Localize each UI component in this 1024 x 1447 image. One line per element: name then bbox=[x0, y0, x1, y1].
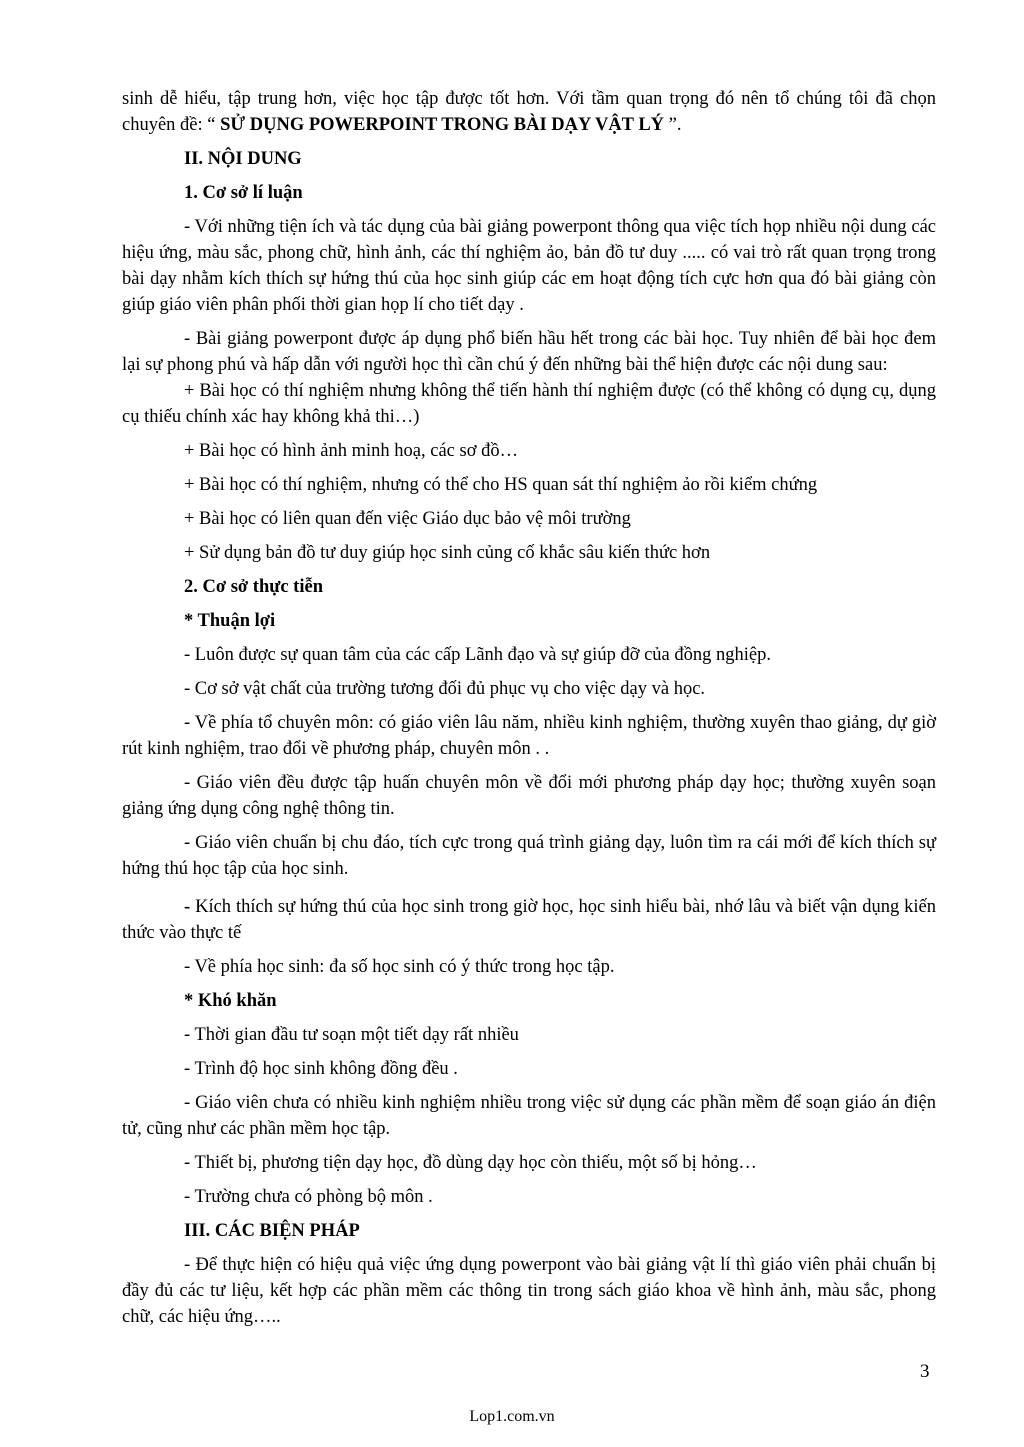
advantage-item: - Cơ sở vật chất của trường tương đối đủ phục vụ cho việc dạy và học. bbox=[184, 679, 706, 699]
theory-paragraph-1: - Với những tiện ích và tác dụng của bài giảng powerpont thông qua việc tích họp nhiều nội dung các hiệu ứng, màu sắc, phong chữ, hình ảnh, các thí nghiệm ảo, bản đồ tư duy ..... có vai trò rất quan trọng trong bài dạy nhằm kích thích sự hứng thú của học sinh giúp các em hoạt động tích cực hơn qua đó bài giảng còn giúp giáo viên phân phối thời gian họp lí cho tiết dạy . bbox=[122, 217, 936, 315]
topic-title: SỬ DỤNG POWERPOINT TRONG BÀI DẠY VẬT LÝ bbox=[220, 115, 665, 135]
page-number: 3 bbox=[920, 1361, 930, 1382]
list-item: + Bài học có thí nghiệm, nhưng có thể cho HS quan sát thí nghiệm ảo rồi kiểm chứng bbox=[184, 475, 818, 495]
theory-paragraph-2: - Bài giảng powerpont được áp dụng phổ biến hầu hết trong các bài học. Tuy nhiên để bài học đem lại sự phong phú và hấp dẫn với người học thì cần chú ý đến những bài thể hiện được các nội dung sau: bbox=[122, 329, 936, 375]
difficulty-item: - Trường chưa có phòng bộ môn . bbox=[184, 1187, 433, 1207]
advantages-heading: * Thuận lợi bbox=[184, 611, 276, 631]
intro-paragraph bbox=[122, 86, 936, 138]
list-item: + Sử dụng bản đồ tư duy giúp học sinh củng cố khắc sâu kiến thức hơn bbox=[184, 543, 711, 563]
advantage-text: Kích thích sự hứng thú của học sinh trong giờ học, học sinh hiểu bài, nhớ lâu và biết vận dụng kiến thức vào thực tế bbox=[122, 897, 936, 943]
advantage-item: - Luôn được sự quan tâm của các cấp Lãnh đạo và sự giúp đỡ của đồng nghiệp. bbox=[184, 645, 771, 665]
difficulty-item: - Thời gian đầu tư soạn một tiết dạy rất nhiều bbox=[184, 1025, 519, 1045]
difficulty-item: - Thiết bị, phương tiện dạy học, đồ dùng dạy học còn thiếu, một số bị hỏng… bbox=[184, 1153, 757, 1173]
intro-text: sinh dễ hiểu, tập trung hơn, việc học tập được tốt hơn. Với tầm quan trọng đó nên tổ chúng tôi đã chọn chuyên đề: “ bbox=[122, 89, 936, 135]
section-3-heading: III. CÁC BIỆN PHÁP bbox=[184, 1221, 360, 1241]
bold-dash: - bbox=[184, 897, 196, 917]
difficulty-item: - Trình độ học sinh không đồng đều . bbox=[184, 1059, 458, 1079]
subsection-2-heading: 2. Cơ sở thực tiễn bbox=[184, 577, 323, 597]
measures-paragraph: - Để thực hiện có hiệu quả việc ứng dụng powerpont vào bài giảng vật lí thì giáo viên phải chuẩn bị đầy đủ các tư liệu, kết hợp các phần mềm các thông tin trong sách giáo khoa về hình ảnh, màu sắc, phong chữ, các hiệu ứng….. bbox=[122, 1255, 936, 1327]
intro-end: ”. bbox=[664, 115, 682, 135]
section-2-heading: II. NỘI DUNG bbox=[184, 149, 302, 169]
advantage-item: - Về phía tổ chuyên môn: có giáo viên lâu năm, nhiều kinh nghiệm, thường xuyên thao giảng, dự giờ rút kinh nghiệm, trao đổi về phương pháp, chuyên môn . . bbox=[122, 713, 936, 759]
list-item: + Bài học có liên quan đến việc Giáo dục bảo vệ môi trường bbox=[184, 509, 631, 529]
difficulties-heading: * Khó khăn bbox=[184, 991, 277, 1011]
list-item: + Bài học có hình ảnh minh hoạ, các sơ đồ… bbox=[184, 441, 519, 461]
page-content bbox=[122, 86, 936, 1330]
advantage-item: - Giáo viên chuẩn bị chu đáo, tích cực trong quá trình giảng dạy, luôn tìm ra cái mới để kích thích sự hứng thú học tập của học sinh. bbox=[122, 833, 936, 879]
difficulty-item: - Giáo viên chưa có nhiều kinh nghiệm nhiều trong việc sử dụng các phần mềm để soạn giáo án điện tử, cũng như các phần mềm học tập. bbox=[122, 1093, 936, 1139]
footer-site: Lop1.com.vn bbox=[469, 1408, 555, 1425]
list-item: + Bài học có thí nghiệm nhưng không thể tiến hành thí nghiệm được (có thể không có dụng cụ, dụng cụ thiếu chính xác hay không khả thi…) bbox=[122, 381, 936, 427]
advantage-item: - Giáo viên đều được tập huấn chuyên môn về đổi mới phương pháp dạy học; thường xuyên soạn giảng ứng dụng công nghệ thông tin. bbox=[122, 773, 936, 819]
advantage-item bbox=[122, 894, 936, 946]
advantage-item: - Về phía học sinh: đa số học sinh có ý thức trong học tập. bbox=[184, 957, 615, 977]
subsection-1-heading: 1. Cơ sở lí luận bbox=[184, 183, 303, 203]
